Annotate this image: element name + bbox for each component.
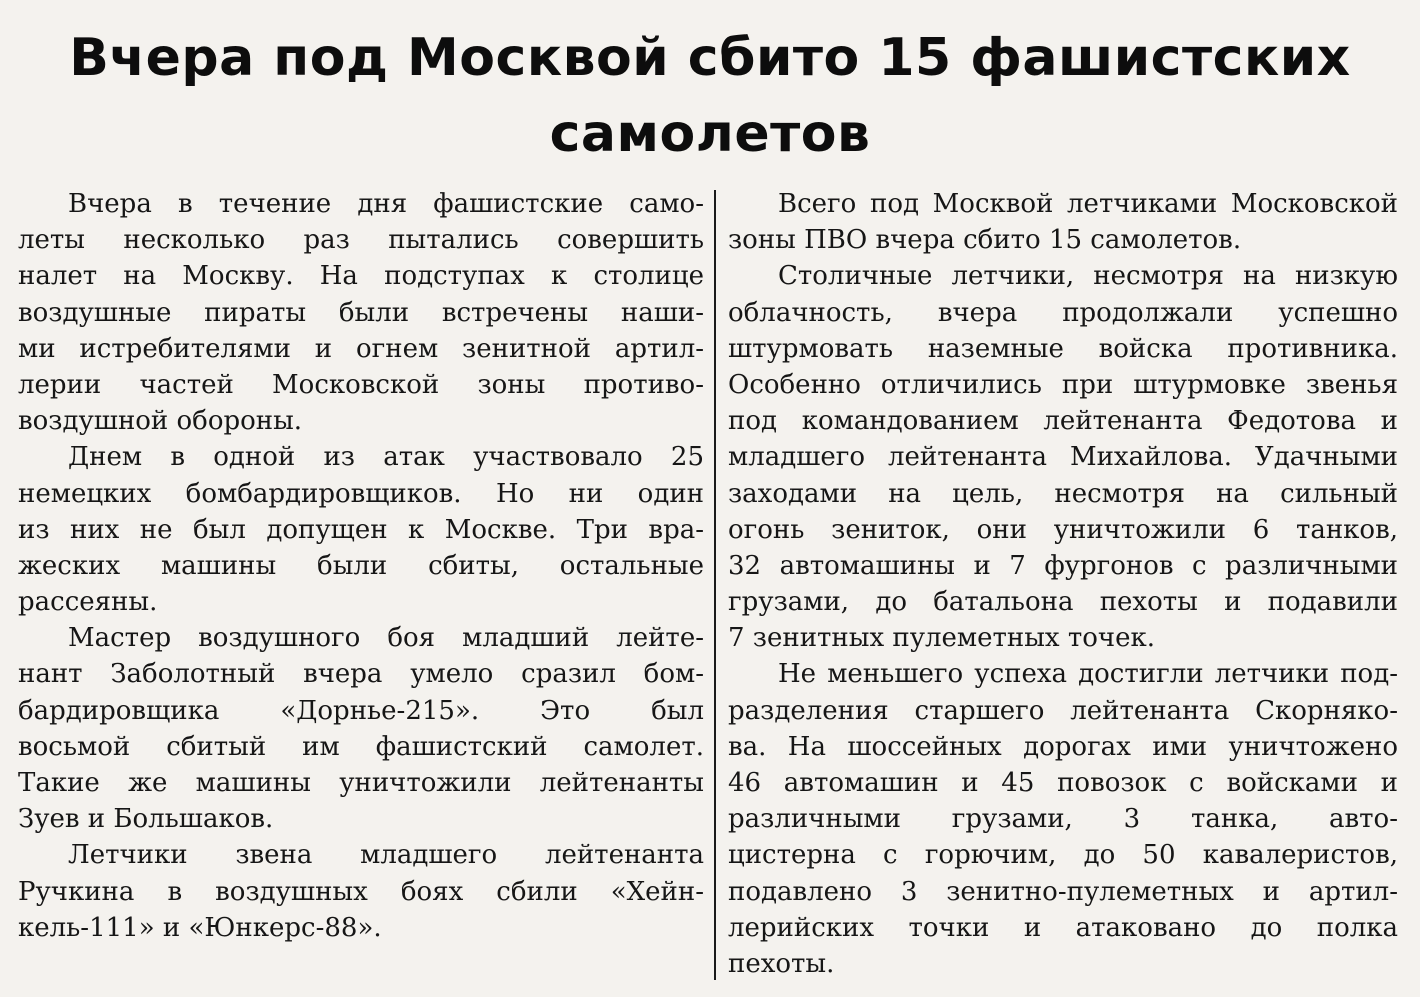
- text-line: пехоты.: [728, 948, 835, 979]
- article-paragraph: [18, 620, 704, 837]
- text-line: жеских машины были сбиты, остальные: [18, 550, 704, 581]
- text-line: Особенно отличились при штурмовке звенья: [728, 369, 1398, 400]
- text-line: Столичные летчики, несмотря на низкую: [778, 261, 1398, 292]
- text-line: кель-111» и «Юнкерс-88».: [18, 912, 382, 943]
- article-paragraph: [728, 656, 1398, 982]
- text-line: 7 зенитных пулеметных точек.: [728, 623, 1155, 654]
- text-line: немецких бомбардировщиков. Но ни один: [18, 478, 704, 509]
- text-line: рассеяны.: [18, 587, 158, 618]
- text-line: 32 автомашины и 7 фургонов с различными: [728, 550, 1398, 581]
- text-line: облачность, вчера продолжали успешно: [728, 297, 1398, 328]
- text-line: восьмой сбитый им фашистский самолет.: [18, 731, 704, 762]
- column-divider: [714, 190, 716, 980]
- text-line: подавлено 3 зенитно-пулеметных и артил-: [728, 876, 1398, 907]
- text-line: под командованием лейтенанта Федотова и: [728, 406, 1398, 437]
- text-line: ва. На шоссейных дорогах ими уничтожено: [728, 731, 1398, 762]
- article-paragraph: [728, 186, 1398, 258]
- text-line: огонь зениток, они уничтожили 6 танков,: [728, 514, 1398, 545]
- text-line: различными грузами, 3 танка, авто-: [728, 804, 1398, 835]
- text-line: младшего лейтенанта Михайлова. Удачными: [728, 442, 1398, 473]
- headline-line-1: Вчера под Москвой сбито 15 фашистских: [69, 28, 1351, 88]
- article-headline: [40, 20, 1380, 172]
- text-line: штурмовать наземные войска противника.: [728, 333, 1398, 364]
- text-line: Летчики звена младшего лейтенанта: [68, 840, 704, 871]
- text-line: Ручкина в воздушных боях сбили «Хейн-: [18, 876, 704, 907]
- article-paragraph: [18, 837, 704, 946]
- right-column: [728, 186, 1398, 982]
- text-line: лерийских точки и атаковано до полка: [728, 912, 1398, 943]
- text-line: из них не был допущен к Москве. Три вра-: [18, 514, 704, 545]
- text-line: воздушные пираты были встречены наши-: [18, 297, 704, 328]
- text-line: грузами, до батальона пехоты и подавили: [728, 587, 1398, 618]
- text-line: 46 автомашин и 45 повозок с войсками и: [728, 768, 1398, 798]
- text-line: Не меньшего успеха достигли летчики под-: [778, 659, 1398, 690]
- text-line: налет на Москву. На подступах к столице: [18, 261, 704, 292]
- text-line: Мастер воздушного боя младший лейте-: [68, 623, 704, 654]
- text-line: Такие же машины уничтожили лейтенанты: [18, 768, 704, 798]
- text-line: лерии частей Московской зоны противо-: [18, 369, 704, 400]
- article-paragraph: [728, 258, 1398, 656]
- text-line: нант Заболотный вчера умело сразил бом-: [18, 659, 704, 690]
- text-line: Вчера в течение дня фашистские само-: [68, 189, 704, 219]
- text-line: заходами на цель, несмотря на сильный: [728, 478, 1398, 509]
- text-line: воздушной обороны.: [18, 406, 303, 437]
- headline-line-2: самолетов: [549, 104, 871, 164]
- text-line: Всего под Москвой летчиками Московской: [778, 189, 1398, 219]
- text-line: Днем в одной из атак участвовало 25: [68, 442, 704, 473]
- text-line: зоны ПВО вчера сбито 15 самолетов.: [728, 225, 1242, 256]
- article-paragraph: [18, 186, 704, 439]
- left-column: [18, 186, 704, 946]
- text-line: ми истребителями и огнем зенитной артил-: [18, 333, 704, 364]
- text-line: Зуев и Большаков.: [18, 804, 274, 835]
- text-line: цистерна с горючим, до 50 кавалеристов,: [728, 840, 1398, 871]
- text-line: бардировщика «Дорнье-215». Это был: [18, 695, 704, 726]
- text-line: леты несколько раз пытались совершить: [18, 225, 704, 256]
- text-line: разделения старшего лейтенанта Скорнякo-: [728, 695, 1398, 726]
- article-paragraph: [18, 439, 704, 620]
